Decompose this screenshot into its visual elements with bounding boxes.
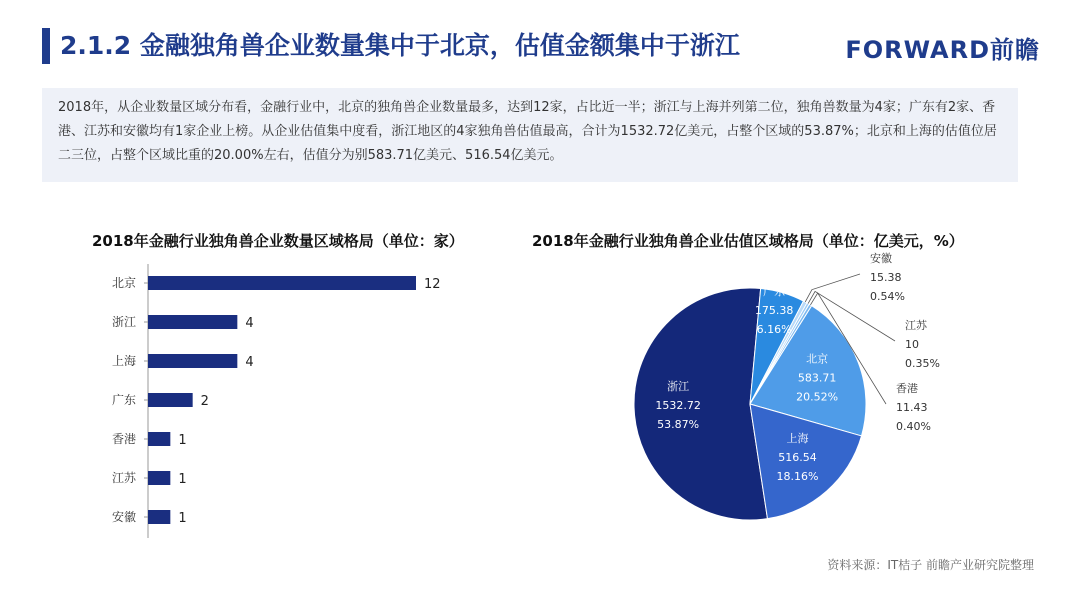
bar-category-label: 香港	[111, 432, 136, 446]
pie-label-xianggang-name: 香港	[896, 382, 918, 395]
bar	[148, 276, 416, 290]
pie-label-xianggang-value: 11.43	[896, 401, 928, 414]
bar-category-label: 上海	[111, 354, 136, 368]
pie-label-zhejiang-value: 1532.72	[655, 399, 701, 413]
bar-value-label: 1	[178, 433, 187, 448]
bar-value-label: 4	[245, 355, 254, 370]
pie-label-shanghai-value: 516.54	[778, 450, 817, 464]
pie-label-shanghai-percent: 18.16%	[776, 469, 819, 483]
bar-chart	[90, 262, 550, 562]
bar-category-label: 北京	[111, 276, 136, 290]
bar	[148, 510, 170, 524]
bar-category-label: 浙江	[111, 315, 136, 329]
pie-label-guangdong-percent: 6.16%	[756, 322, 792, 336]
bar-value-label: 2	[200, 394, 209, 409]
pie-label-zhejiang-name: 浙江	[667, 380, 690, 394]
bar-value-label: 4	[245, 316, 254, 331]
bar	[148, 354, 237, 368]
bar-category-label: 江苏	[111, 471, 136, 485]
pie-label-shanghai-name: 上海	[786, 431, 809, 445]
pie-label-beijing-name: 北京	[806, 352, 829, 366]
pie-label-jiangsu-value: 10	[905, 338, 919, 351]
pie-label-zhejiang-percent: 53.87%	[657, 418, 700, 432]
bar-category-label: 安徽	[111, 510, 136, 524]
bar-category-label: 广东	[111, 393, 136, 407]
pie-chart	[600, 252, 1060, 562]
bar-value-label: 12	[424, 277, 441, 292]
summary-text: 2018年，从企业数量区域分布看，金融行业中，北京的独角兽企业数量最多，达到12家，占比近一半；浙江与上海并列第二位，独角兽数量为4家；广东有2家、香港、江苏和安徽均有1家企业上榜。从企业估值集中度看，浙江地区的4家独角兽估值最高，合计为1532.72亿美元，占整个区域的53.87%；北京和上海的估值位居二三位，占整个区域比重的20.00%左右，估值分为别583.71亿美元、516.54亿美元。	[58, 100, 997, 163]
pie-label-jiangsu-name: 江苏	[905, 319, 927, 332]
title-accent-bar	[42, 28, 50, 64]
page-title: 2.1.2 金融独角兽企业数量集中于北京，估值金额集中于浙江	[60, 31, 740, 60]
pie-label-jiangsu-percent: 0.35%	[905, 357, 940, 370]
bar	[148, 315, 237, 329]
source-note: 资料来源：IT桔子 前瞻产业研究院整理	[827, 558, 1034, 572]
summary-box	[42, 88, 1018, 182]
brand-logo: FORWARD前瞻	[845, 36, 1040, 64]
pie-label-beijing-value: 583.71	[797, 371, 837, 385]
bar	[148, 432, 170, 446]
pie-label-xianggang-percent: 0.40%	[896, 420, 931, 433]
pie-label-guangdong-value: 175.38	[754, 303, 794, 317]
pie-chart-title: 2018年金融行业独角兽企业估值区域格局（单位：亿美元，%）	[532, 232, 964, 250]
bar-value-label: 1	[178, 472, 187, 487]
pie-leader-line	[805, 274, 860, 302]
bar-value-label: 1	[178, 511, 187, 526]
bar	[148, 393, 193, 407]
pie-label-anhui-value: 15.38	[870, 271, 902, 284]
bar	[148, 471, 170, 485]
pie-label-guangdong-name: 广东	[763, 284, 786, 298]
pie-label-anhui-name: 安徽	[870, 252, 892, 265]
pie-label-beijing-percent: 20.52%	[796, 390, 839, 404]
bar-chart-title: 2018年金融行业独角兽企业数量区域格局（单位：家）	[92, 232, 464, 250]
pie-label-anhui-percent: 0.54%	[870, 290, 905, 303]
